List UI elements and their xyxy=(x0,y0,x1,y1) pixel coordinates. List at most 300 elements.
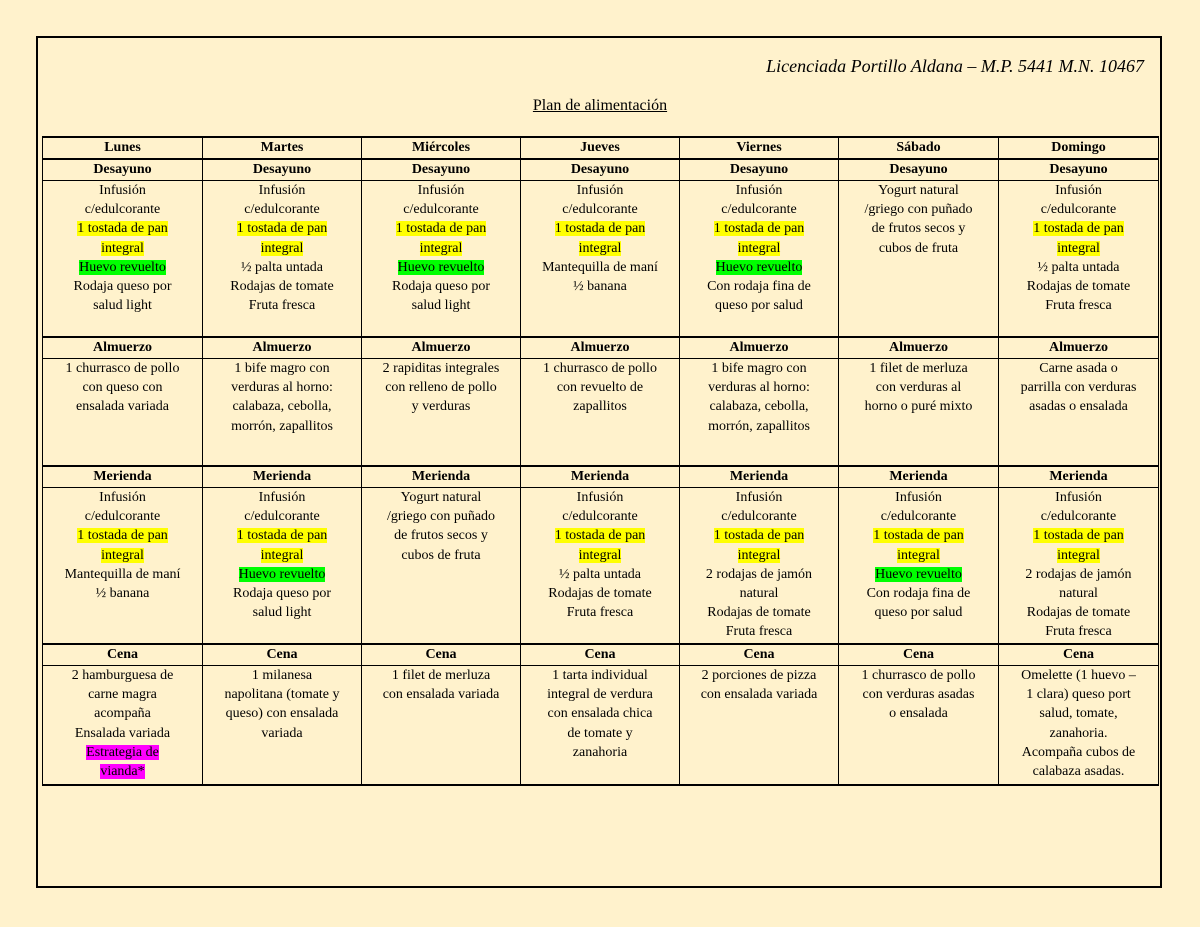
meal-line xyxy=(47,565,198,584)
meal-line xyxy=(843,603,994,622)
meal-text: cubos de fruta xyxy=(401,547,481,563)
highlighted-text: 1 tostada de pan xyxy=(77,221,168,237)
meal-line xyxy=(684,219,834,238)
meal-text: c/edulcorante xyxy=(244,509,320,525)
meal-text: y verduras xyxy=(411,399,471,415)
meal-line xyxy=(1003,743,1154,762)
meal-line xyxy=(47,181,198,200)
meal-line xyxy=(207,565,357,584)
meal-line xyxy=(207,724,357,743)
day-header-row xyxy=(43,137,1159,159)
meal-label: Almuerzo xyxy=(203,337,362,359)
meal-line xyxy=(684,507,834,526)
meal-text: /griego con puñado xyxy=(386,509,496,525)
meal-line xyxy=(1003,584,1154,603)
meal-line xyxy=(525,378,675,397)
meal-text: queso por salud xyxy=(715,298,803,314)
meal-line xyxy=(843,526,994,545)
meal-line xyxy=(366,200,516,219)
meal-line xyxy=(843,239,994,258)
highlighted-text: vianda* xyxy=(100,764,145,780)
meal-text: de frutos secos y xyxy=(871,221,966,237)
meal-text: o ensalada xyxy=(889,706,948,722)
meal-line xyxy=(684,546,834,565)
meal-line xyxy=(1003,724,1154,743)
meal-text: 1 churrasco de pollo xyxy=(543,361,657,376)
meal-line xyxy=(47,219,198,238)
meal-text: c/edulcorante xyxy=(562,509,638,525)
meal-text: ½ palta untada xyxy=(558,566,642,582)
meal-line xyxy=(366,397,516,416)
meal-line xyxy=(525,526,675,545)
highlighted-text: integral xyxy=(101,547,144,563)
meal-line xyxy=(525,743,675,762)
meal-line xyxy=(207,219,357,238)
meal-label: Almuerzo xyxy=(839,337,999,359)
meal-label: Desayuno xyxy=(999,159,1159,181)
meal-cell xyxy=(999,359,1159,467)
meal-line xyxy=(1003,200,1154,219)
highlighted-text: integral xyxy=(260,240,304,256)
meal-text: Acompaña cubos de xyxy=(1021,744,1136,760)
highlighted-text: Estrategia de xyxy=(86,744,159,760)
meal-line xyxy=(47,743,198,762)
meal-label: Desayuno xyxy=(43,159,203,181)
meal-text: Rodajas de tomate xyxy=(230,279,334,295)
meal-line xyxy=(47,378,198,397)
meal-cell xyxy=(203,666,362,786)
meal-line xyxy=(47,359,198,378)
meal-text: c/edulcorante xyxy=(1040,202,1117,218)
meal-line xyxy=(843,565,994,584)
meal-text: Infusión xyxy=(1055,490,1102,505)
meal-cell xyxy=(680,488,839,645)
meal-text: salud, tomate, xyxy=(1039,706,1118,722)
highlighted-text: integral xyxy=(419,240,463,256)
meal-text: Rodajas de tomate xyxy=(1026,279,1131,295)
meal-text: 1 clara) queso port xyxy=(1026,687,1131,703)
meal-cell xyxy=(999,488,1159,645)
highlighted-text: 1 tostada de pan xyxy=(713,221,805,237)
meal-text: queso por salud xyxy=(874,605,963,621)
meal-text: c/edulcorante xyxy=(721,202,797,218)
meal-line xyxy=(525,704,675,723)
meal-line xyxy=(684,565,834,584)
highlighted-text: integral xyxy=(260,547,304,563)
meal-cell xyxy=(43,359,203,467)
page-title: Plan de alimentación xyxy=(532,97,668,114)
meal-line xyxy=(47,724,198,743)
meal-line xyxy=(1003,181,1154,200)
meal-text: Infusión xyxy=(258,183,306,198)
meal-line xyxy=(1003,378,1154,397)
meal-text: Con rodaja fina de xyxy=(707,279,811,295)
meal-line xyxy=(1003,296,1154,315)
meal-line xyxy=(1003,488,1154,507)
meal-line xyxy=(684,603,834,622)
meal-line xyxy=(207,359,357,378)
meal-line xyxy=(1003,565,1154,584)
meal-line xyxy=(207,239,357,258)
highlighted-text: 1 tostada de pan xyxy=(1033,221,1124,237)
meal-cell xyxy=(203,181,362,338)
meal-text: Fruta fresca xyxy=(1045,624,1112,640)
meal-text: Fruta fresca xyxy=(1045,298,1112,314)
meal-plan-table xyxy=(42,136,1159,786)
meal-text: ensalada variada xyxy=(76,399,169,415)
meal-cell xyxy=(203,488,362,645)
meal-label: Almuerzo xyxy=(362,337,521,359)
day-header: Jueves xyxy=(521,137,680,159)
meal-line xyxy=(684,417,834,436)
meal-line xyxy=(207,488,357,507)
highlighted-text: 1 tostada de pan xyxy=(713,528,805,544)
meal-cell xyxy=(680,666,839,786)
meal-line xyxy=(207,526,357,545)
meal-line xyxy=(47,397,198,416)
meal-text: con queso con xyxy=(82,380,163,396)
meal-cell xyxy=(43,666,203,786)
meal-line xyxy=(684,296,834,315)
meal-label: Desayuno xyxy=(680,159,839,181)
meal-line xyxy=(684,622,834,641)
meal-line xyxy=(684,277,834,296)
meal-text: 1 filet de merluza xyxy=(391,668,491,683)
meal-line xyxy=(1003,546,1154,565)
meal-line xyxy=(525,219,675,238)
meal-line xyxy=(47,685,198,704)
highlighted-text: integral xyxy=(578,547,622,563)
meal-line xyxy=(525,724,675,743)
highlighted-text: integral xyxy=(578,240,622,256)
meal-cell xyxy=(43,488,203,645)
meal-cell xyxy=(362,488,521,645)
meal-text: Fruta fresca xyxy=(725,624,793,640)
highlighted-text: integral xyxy=(737,547,781,563)
meal-line xyxy=(1003,397,1154,416)
meal-line xyxy=(843,685,994,704)
meal-line xyxy=(207,685,357,704)
meal-line xyxy=(684,666,834,685)
meal-line xyxy=(843,584,994,603)
meal-line xyxy=(47,488,198,507)
meal-line xyxy=(366,239,516,258)
meal-label: Almuerzo xyxy=(43,337,203,359)
highlighted-text: Huevo revuelto xyxy=(875,566,962,582)
meal-line xyxy=(366,219,516,238)
highlighted-text: 1 tostada de pan xyxy=(1033,528,1124,544)
meal-text: con verduras asadas xyxy=(862,687,975,703)
meal-line xyxy=(525,666,675,685)
meal-label: Cena xyxy=(362,644,521,666)
meal-text: carne magra xyxy=(88,687,157,703)
meal-line xyxy=(843,507,994,526)
highlighted-text: 1 tostada de pan xyxy=(554,528,646,544)
meal-line xyxy=(366,526,516,545)
meal-cell xyxy=(839,181,999,338)
meal-label: Cena xyxy=(203,644,362,666)
meal-cell xyxy=(680,359,839,467)
meal-cell xyxy=(521,488,680,645)
meal-text: con ensalada variada xyxy=(382,687,500,703)
meal-text: 2 hamburguesa de xyxy=(71,668,174,683)
meal-text: salud light xyxy=(93,298,152,314)
meal-line xyxy=(366,277,516,296)
meal-line xyxy=(525,685,675,704)
meal-line xyxy=(1003,239,1154,258)
meal-text: salud light xyxy=(411,298,471,314)
meal-line xyxy=(207,277,357,296)
meal-cell xyxy=(362,181,521,338)
meal-text: Rodajas de tomate xyxy=(548,586,652,602)
meal-text: 1 bife magro con xyxy=(234,361,330,376)
meal-line xyxy=(1003,359,1154,378)
meal-text: calabaza asadas. xyxy=(1032,764,1125,780)
meal-line xyxy=(525,397,675,416)
meal-text: calabaza, cebolla, xyxy=(232,399,332,415)
meal-text: ½ banana xyxy=(95,586,150,602)
meal-text: Infusión xyxy=(735,490,783,505)
meal-label: Merienda xyxy=(362,466,521,488)
meal-line xyxy=(207,603,357,622)
meal-label: Almuerzo xyxy=(521,337,680,359)
meal-text: /griego con puñado xyxy=(864,202,973,218)
meal-line xyxy=(47,704,198,723)
meal-text: c/edulcorante xyxy=(84,202,161,218)
meal-line xyxy=(47,258,198,277)
meal-label-row xyxy=(43,644,1159,666)
highlighted-text: 1 tostada de pan xyxy=(554,221,646,237)
meal-cell xyxy=(203,359,362,467)
meal-line xyxy=(366,378,516,397)
meal-label: Almuerzo xyxy=(680,337,839,359)
meal-content-row xyxy=(43,666,1159,786)
meal-text: verduras al horno: xyxy=(231,380,333,396)
meal-line xyxy=(525,507,675,526)
meal-text: horno o puré mixto xyxy=(864,399,973,415)
meal-line xyxy=(47,200,198,219)
meal-line xyxy=(684,397,834,416)
meal-line xyxy=(366,296,516,315)
meal-line xyxy=(1003,666,1154,685)
meal-text: Infusión xyxy=(99,490,146,505)
meal-text: Fruta fresca xyxy=(566,605,634,621)
meal-text: calabaza, cebolla, xyxy=(709,399,809,415)
meal-line xyxy=(366,359,516,378)
meal-text: Mantequilla de maní xyxy=(542,259,658,275)
meal-line xyxy=(1003,704,1154,723)
meal-line xyxy=(684,378,834,397)
meal-line xyxy=(366,685,516,704)
meal-line xyxy=(525,546,675,565)
meal-line xyxy=(525,181,675,200)
meal-line xyxy=(525,258,675,277)
meal-line xyxy=(684,258,834,277)
meal-line xyxy=(207,397,357,416)
meal-label: Merienda xyxy=(839,466,999,488)
meal-line xyxy=(525,359,675,378)
meal-line xyxy=(1003,507,1154,526)
meal-line xyxy=(843,181,994,200)
meal-label: Merienda xyxy=(999,466,1159,488)
meal-text: parrilla con verduras xyxy=(1020,380,1137,396)
meal-text: zanahoria. xyxy=(1049,725,1108,741)
meal-line xyxy=(1003,603,1154,622)
day-header: Domingo xyxy=(999,137,1159,159)
meal-text: Rodaja queso por xyxy=(73,279,172,295)
highlighted-text: Huevo revuelto xyxy=(238,566,326,582)
meal-cell xyxy=(839,488,999,645)
meal-line xyxy=(684,181,834,200)
meal-text: zapallitos xyxy=(573,399,627,415)
meal-line xyxy=(47,526,198,545)
meal-line xyxy=(843,359,994,378)
meal-line xyxy=(843,704,994,723)
meal-text: Mantequilla de maní xyxy=(64,566,181,582)
meal-line xyxy=(207,258,357,277)
day-header: Sábado xyxy=(839,137,999,159)
meal-line xyxy=(366,258,516,277)
meal-line xyxy=(1003,622,1154,641)
day-header: Martes xyxy=(203,137,362,159)
meal-line xyxy=(207,666,357,685)
meal-line xyxy=(843,397,994,416)
meal-text: Rodajas de tomate xyxy=(1026,605,1131,621)
meal-line xyxy=(207,181,357,200)
meal-text: 2 rodajas de jamón xyxy=(1025,566,1132,582)
meal-line xyxy=(1003,685,1154,704)
meal-line xyxy=(366,488,516,507)
meal-text: 1 churrasco de pollo xyxy=(861,668,976,683)
meal-label: Desayuno xyxy=(362,159,521,181)
meal-label: Cena xyxy=(839,644,999,666)
highlighted-text: Huevo revuelto xyxy=(397,259,485,275)
meal-text: Ensalada variada xyxy=(74,725,171,741)
meal-text: napolitana (tomate y xyxy=(224,687,340,703)
meal-line xyxy=(47,666,198,685)
meal-text: Rodaja queso por xyxy=(233,586,331,602)
meal-line xyxy=(525,584,675,603)
meal-text: ½ palta untada xyxy=(1037,259,1120,275)
meal-line xyxy=(684,685,834,704)
meal-cell xyxy=(362,666,521,786)
meal-text: Infusión xyxy=(417,183,465,198)
meal-text: con verduras al xyxy=(875,380,962,396)
meal-line xyxy=(843,546,994,565)
meal-text: natural xyxy=(739,586,779,602)
meal-line xyxy=(47,277,198,296)
meal-text: morrón, zapallitos xyxy=(708,418,810,434)
meal-cell xyxy=(839,666,999,786)
meal-text: Infusión xyxy=(1055,183,1102,198)
meal-text: variada xyxy=(261,725,303,741)
meal-text: Omelette (1 huevo – xyxy=(1021,668,1136,683)
meal-text: Infusión xyxy=(576,183,624,198)
meal-cell xyxy=(839,359,999,467)
highlighted-text: integral xyxy=(101,240,144,256)
meal-text: 1 tarta individual xyxy=(552,668,648,683)
meal-text: 1 bife magro con xyxy=(711,361,807,376)
highlighted-text: integral xyxy=(1057,240,1100,256)
meal-text: c/edulcorante xyxy=(244,202,320,218)
meal-text: con relleno de pollo xyxy=(385,380,497,396)
meal-text: Rodajas de tomate xyxy=(707,605,811,621)
meal-line xyxy=(207,546,357,565)
meal-text: 2 rapiditas integrales xyxy=(382,361,500,376)
meal-line xyxy=(366,507,516,526)
meal-text: 1 milanesa xyxy=(251,668,313,683)
meal-text: Rodaja queso por xyxy=(392,279,490,295)
meal-text: Fruta fresca xyxy=(248,298,316,314)
meal-text: c/edulcorante xyxy=(721,509,797,525)
meal-label: Cena xyxy=(43,644,203,666)
meal-cell xyxy=(521,359,680,467)
meal-label-row xyxy=(43,159,1159,181)
meal-text: Yogurt natural xyxy=(878,183,959,198)
meal-line xyxy=(525,603,675,622)
meal-line xyxy=(684,200,834,219)
meal-text: salud light xyxy=(252,605,312,621)
meal-line xyxy=(684,488,834,507)
meal-line xyxy=(47,507,198,526)
meal-line xyxy=(1003,277,1154,296)
meal-line xyxy=(684,239,834,258)
meal-text: de frutos secos y xyxy=(394,528,488,544)
meal-line xyxy=(525,239,675,258)
meal-label: Cena xyxy=(680,644,839,666)
meal-text: asadas o ensalada xyxy=(1029,399,1128,415)
meal-text: Infusión xyxy=(735,183,783,198)
meal-line xyxy=(47,584,198,603)
meal-line xyxy=(207,200,357,219)
meal-line xyxy=(1003,762,1154,781)
meal-line xyxy=(366,181,516,200)
day-header: Lunes xyxy=(43,137,203,159)
meal-line xyxy=(47,762,198,781)
meal-content-row xyxy=(43,181,1159,338)
meal-line xyxy=(207,296,357,315)
meal-text: Carne asada o xyxy=(1039,361,1118,376)
meal-line xyxy=(525,200,675,219)
meal-line xyxy=(207,704,357,723)
meal-text: Infusión xyxy=(576,490,624,505)
meal-text: ½ banana xyxy=(573,279,627,295)
meal-label: Merienda xyxy=(680,466,839,488)
author-header: Licenciada Portillo Aldana – M.P. 5441 M.N. 10467 xyxy=(766,56,1144,76)
meal-line xyxy=(1003,526,1154,545)
meal-line xyxy=(207,507,357,526)
meal-label: Desayuno xyxy=(839,159,999,181)
meal-line xyxy=(684,526,834,545)
meal-line xyxy=(366,666,516,685)
highlighted-text: 1 tostada de pan xyxy=(77,528,168,544)
meal-line xyxy=(207,378,357,397)
meal-cell xyxy=(999,181,1159,338)
meal-text: 1 filet de merluza xyxy=(869,361,968,376)
highlighted-text: integral xyxy=(737,240,781,256)
meal-line xyxy=(207,417,357,436)
meal-text: Yogurt natural xyxy=(400,490,482,505)
meal-cell xyxy=(43,181,203,338)
meal-label-row xyxy=(43,337,1159,359)
meal-text: c/edulcorante xyxy=(562,202,638,218)
meal-content-row xyxy=(43,359,1159,467)
meal-text: acompaña xyxy=(94,706,151,722)
meal-text: zanahoria xyxy=(572,744,628,760)
meal-line xyxy=(843,666,994,685)
meal-line xyxy=(366,546,516,565)
highlighted-text: 1 tostada de pan xyxy=(873,528,964,544)
